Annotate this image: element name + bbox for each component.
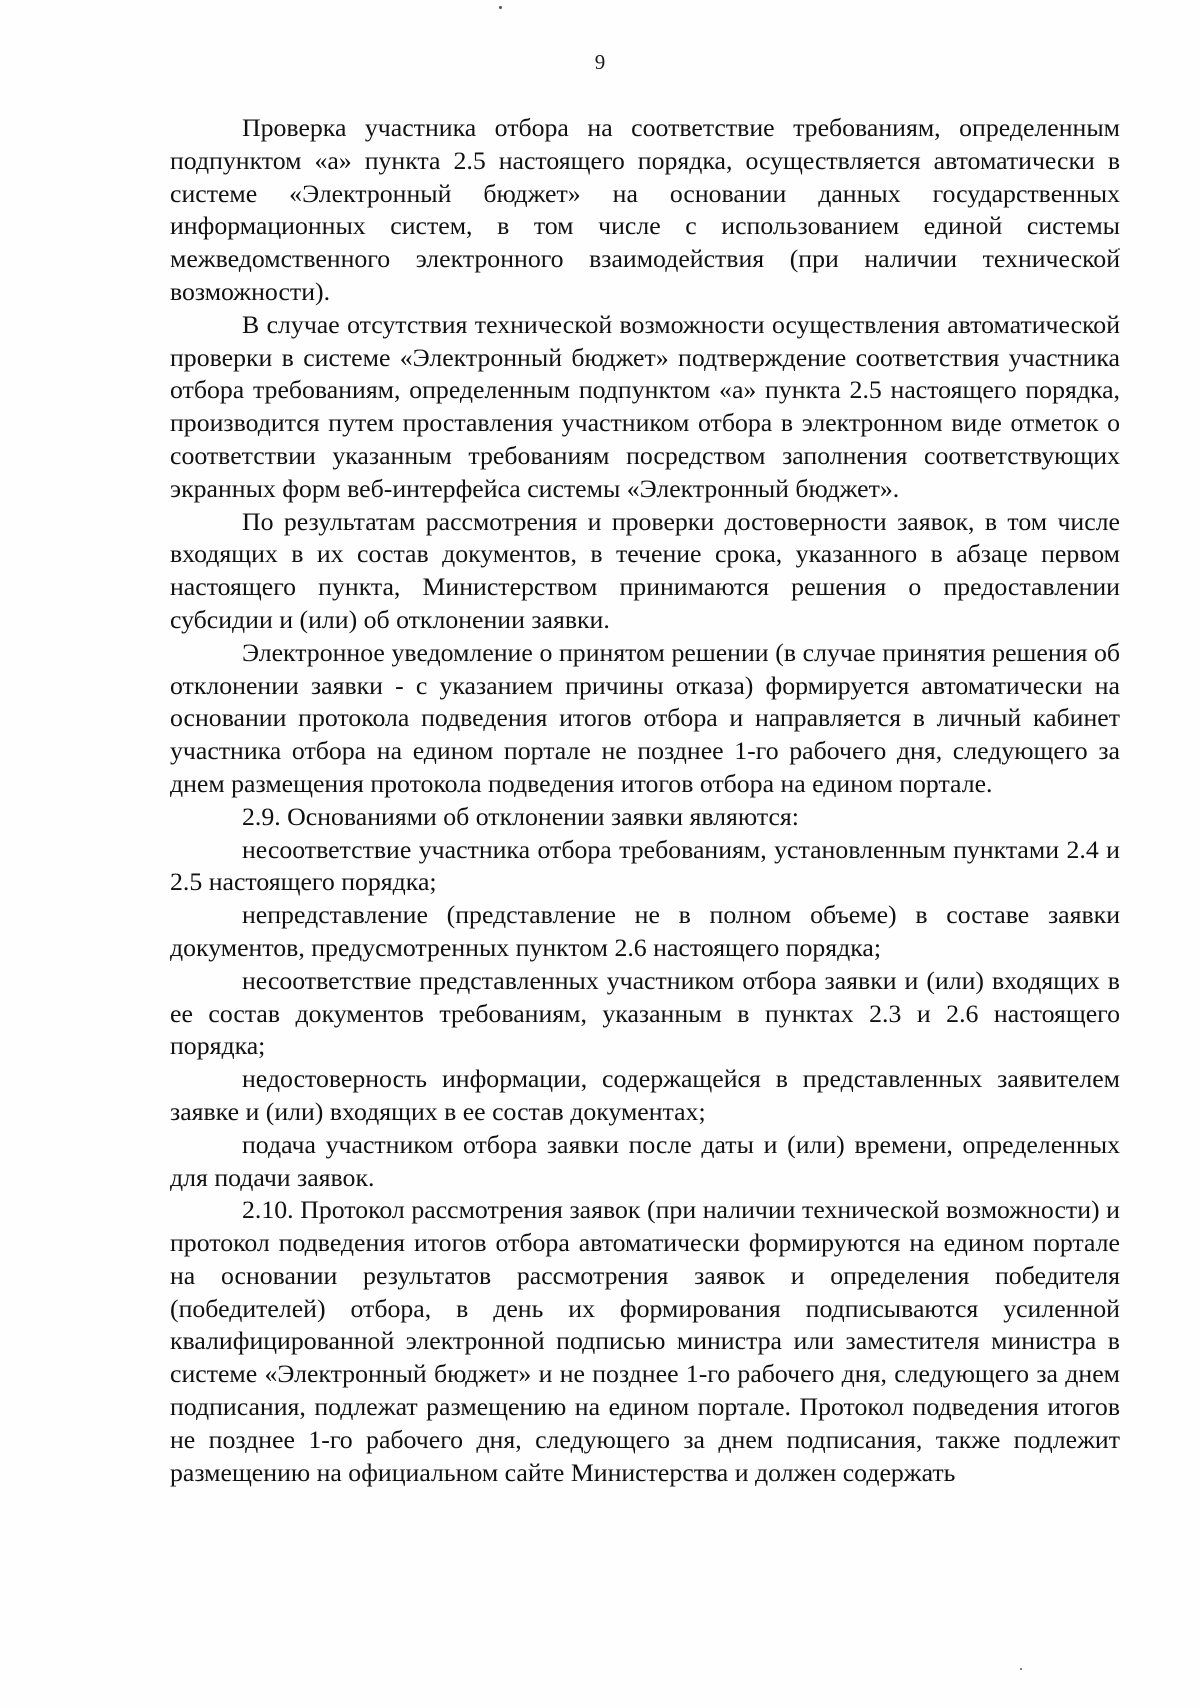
rejection-ground-5: подача участником отбора заявки после даты и (или) времени, определенных для подачи заявок. <box>170 1129 1120 1192</box>
rejection-ground-2: непредставление (представление не в полном объеме) в составе заявки документов, предусмотренных пунктом 2.6 настоящего порядка; <box>170 900 1120 962</box>
paragraph-participant-check: Проверка участника отбора на соответствие требованиям, определенным подпунктом «а» пункта 2.5 настоящего порядка, осуществляется автоматически в системе «Электронный бюджет» на основании данных государственных информационных систем, в том числе с использованием единой системы межведомственного электронного взаимодействия (при наличии технической возможности). <box>170 113 1120 306</box>
rejection-ground-1: несоответствие участника отбора требованиям, установленным пунктами 2.4 и 2.5 настоящего порядка; <box>170 834 1120 897</box>
paragraph-2-9-heading: 2.9. Основаниями об отклонении заявки являются: <box>242 801 799 831</box>
scan-speck <box>1020 1668 1022 1670</box>
rejection-ground-3: несоответствие представленных участником отбора заявки и (или) входящих в ее состав документов требованиям, указанным в пунктах 2.3 и 2.6 настоящего порядка; <box>170 965 1120 1061</box>
scan-speck <box>499 6 502 9</box>
page-number: 9 <box>594 50 606 74</box>
paragraph-no-technical-possibility: В случае отсутствия технической возможности осуществления автоматической проверки в системе «Электронный бюджет» подтверждение соответствия участника отбора требованиям, определенным подпунктом «а» пункта 2.5 настоящего порядка, производится путем проставления участником отбора в электронном виде отметок о соответствии указанным требованиям посредством заполнения соответствующих экранных форм веб-интерфейса системы «Электронный бюджет». <box>170 309 1120 503</box>
paragraph-electronic-notification: Электронное уведомление о принятом решении (в случае принятия решения об отклонении заявки - с указанием причины отказа) формируется автоматически на основании протокола подведения итогов отбора и направляется в личный кабинет участника отбора на едином портале не позднее 1-го рабочего дня, следующего за днем размещения протокола подведения итогов отбора на едином портале. <box>170 637 1120 798</box>
paragraph-review-results: По результатам рассмотрения и проверки достоверности заявок, в том числе входящих в их состав документов, в течение срока, указанного в абзаце первом настоящего пункта, Министерством принимаются решения о предоставлении субсидии и (или) об отклонении заявки. <box>170 506 1120 634</box>
document-body <box>170 112 1120 1489</box>
rejection-ground-4: недостоверность информации, содержащейся в представленных заявителем заявке и (или) входящих в ее состав документах; <box>170 1064 1120 1126</box>
paragraph-2-10-protocol: 2.10. Протокол рассмотрения заявок (при наличии технической возможности) и протокол подведения итогов отбора автоматически формируются на едином портале на основании результатов рассмотрения заявок и определения победителя (победителей) отбора, в день их формирования подписываются усиленной квалифицированной электронной подписью министра или заместителя министра в системе «Электронный бюджет» и не позднее 1-го рабочего дня, следующего за днем подписания, подлежат размещению на едином портале. Протокол подведения итогов не позднее 1-го рабочего дня, следующего за днем подписания, также подлежит размещению на официальном сайте Министерства и должен содержать <box>170 1195 1120 1487</box>
